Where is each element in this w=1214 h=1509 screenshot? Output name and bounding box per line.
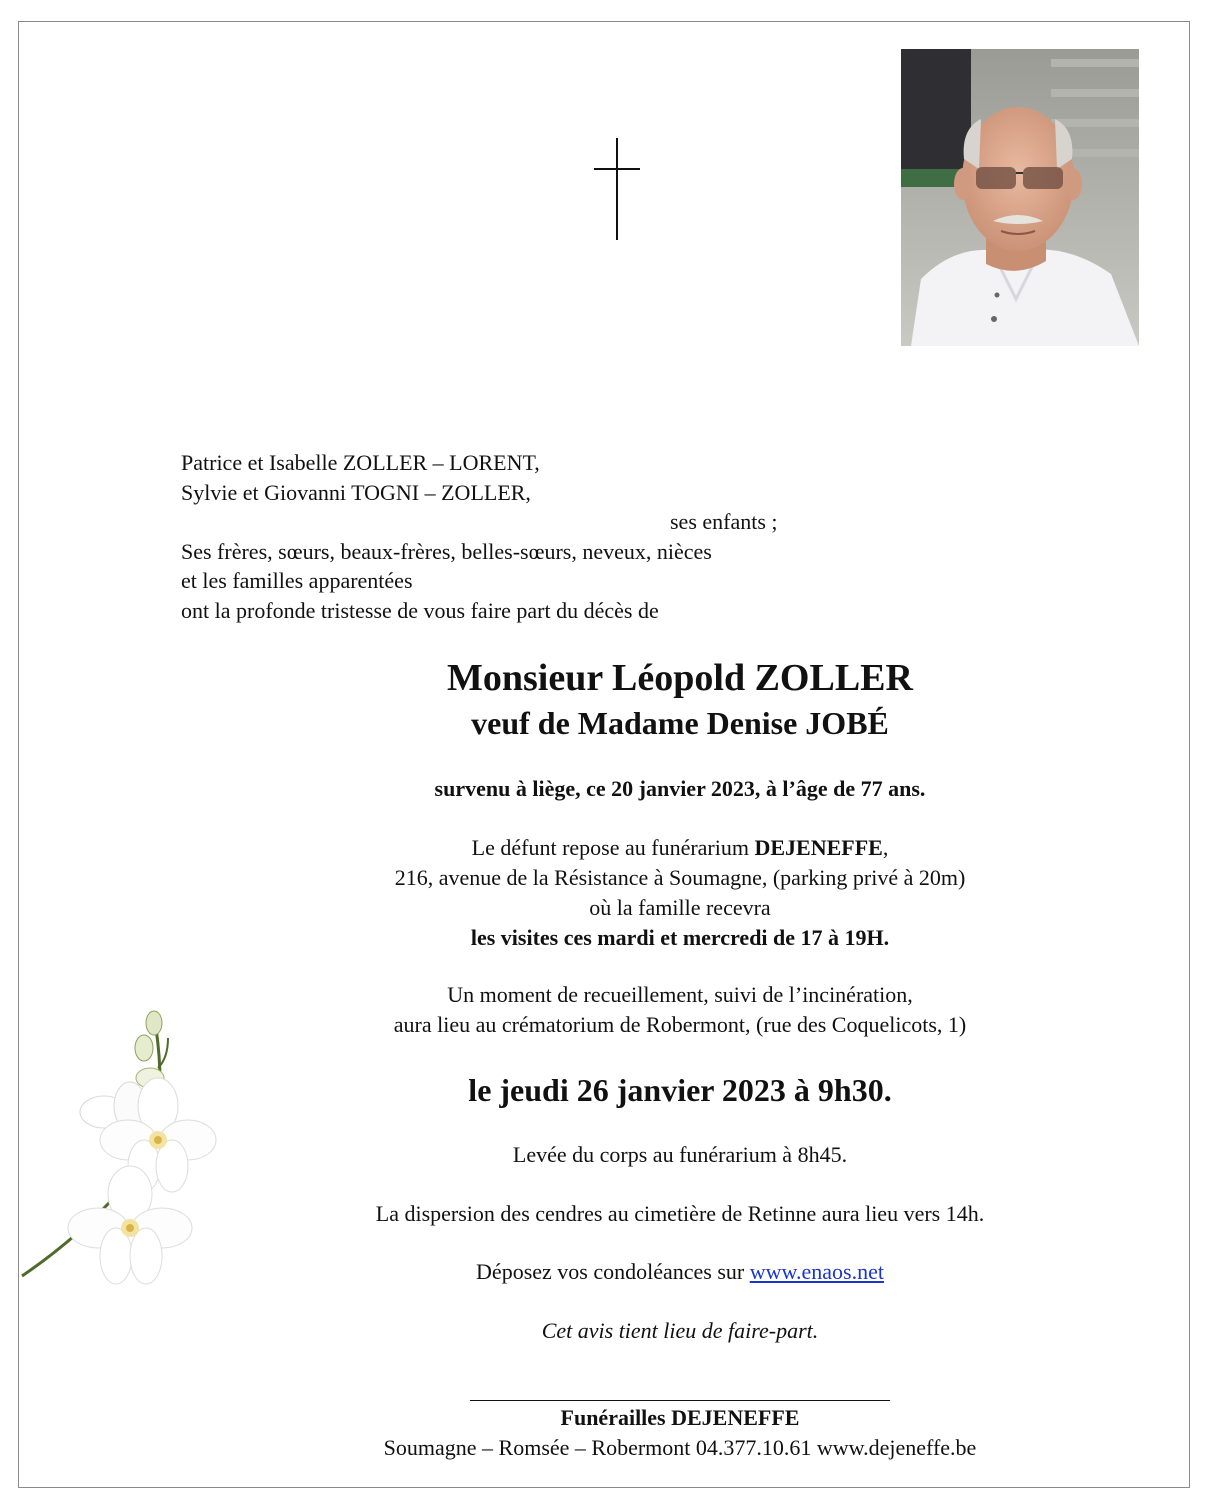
repose-address: 216, avenue de la Résistance à Soumagne, (parking privé à 20m): [394, 865, 966, 890]
deceased-name: Monsieur Léopold ZOLLER: [447, 657, 913, 699]
family-relation: ses enfants ;: [670, 509, 778, 534]
dispersion-info: La dispersion des cendres au cimetière de Retinne aura lieu vers 14h.: [375, 1201, 985, 1226]
funeral-home-name: DEJENEFFE: [754, 835, 883, 860]
ceremony-line-1: Un moment de recueillement, suivi de l’incinération,: [447, 982, 913, 1007]
repose-suffix: ,: [882, 835, 889, 860]
family-line-1: Patrice et Isabelle ZOLLER – LORENT,: [181, 450, 540, 475]
cross-icon: [594, 138, 640, 240]
portrait-photo: [901, 49, 1139, 346]
family-line-3: Ses frères, sœurs, beaux-frères, belles-sœurs, neveux, nièces: [181, 538, 712, 564]
condolences-line: [300, 1257, 1060, 1287]
ceremony-line-2: aura lieu au crématorium de Robermont, (rue des Coquelicots, 1): [393, 1012, 967, 1037]
visit-hours: les visites ces mardi et mercredi de 17 à 19H.: [470, 925, 890, 950]
ceremony-info: [300, 980, 1060, 1040]
ceremony-date: le jeudi 26 janvier 2023 à 9h30.: [468, 1072, 892, 1108]
repose-line: [300, 833, 1060, 863]
notice-text: Cet avis tient lieu de faire-part.: [541, 1318, 819, 1343]
repose-prefix: Le défunt repose au funérarium: [471, 835, 755, 860]
death-info: survenu à liège, ce 20 janvier 2023, à l’âge de 77 ans.: [434, 776, 926, 801]
family-line-4: et les familles apparentées: [181, 568, 413, 593]
widow-of: veuf de Madame Denise JOBÉ: [471, 705, 889, 741]
footer-divider: [470, 1400, 890, 1401]
condolences-link[interactable]: www.enaos.net: [749, 1259, 884, 1284]
repose-info: [300, 833, 1060, 953]
footer-details: Soumagne – Romsée – Robermont 04.377.10.61 www.dejeneffe.be: [383, 1435, 977, 1460]
family-announcement: [181, 448, 821, 625]
family-line-2: Sylvie et Giovanni TOGNI – ZOLLER,: [181, 479, 531, 505]
condolences-text: Déposez vos condoléances sur: [476, 1259, 750, 1284]
family-receives: où la famille recevra: [589, 895, 771, 920]
footer-company: Funérailles DEJENEFFE: [560, 1405, 800, 1430]
levee-info: Levée du corps au funérarium à 8h45.: [512, 1142, 848, 1167]
orchid-flower-illustration: [18, 998, 280, 1318]
family-line-5: ont la profonde tristesse de vous faire part du décès de: [181, 597, 659, 623]
